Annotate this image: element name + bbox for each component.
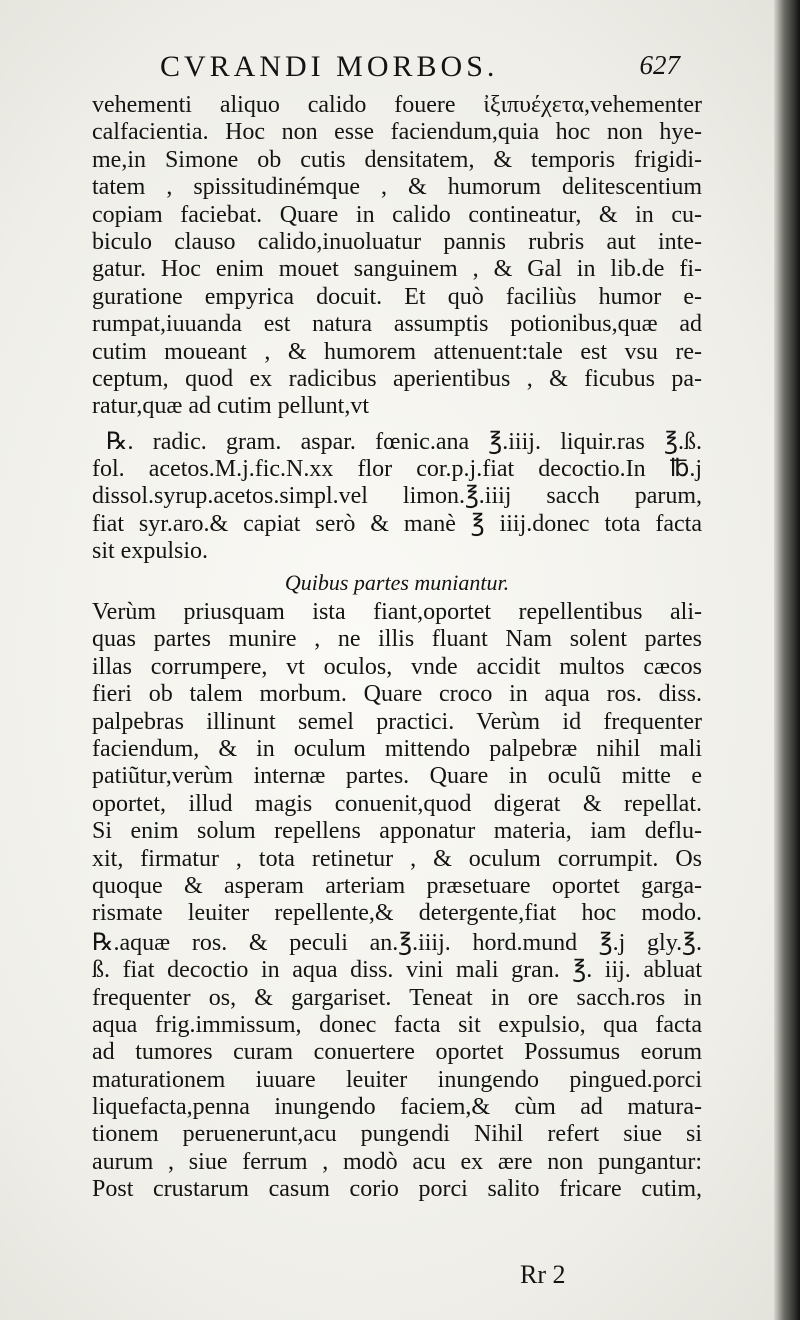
paragraph-3	[92, 599, 702, 928]
text-line: fiat syr.aro.& capiat serò & manè ℥ iiij.donec tota facta	[92, 510, 702, 537]
text-line: dissol.syrup.acetos.simpl.vel limon.℥.iiij sacch parum,	[92, 483, 702, 510]
paragraph-recipe-2	[92, 930, 702, 1204]
text-line: illas corrumpere, vt oculos, vnde accidit multos cæcos	[92, 653, 702, 680]
text-line: Verùm priusquam ista fiant,oportet repellentibus ali-	[92, 599, 702, 626]
signature-mark: Rr 2	[520, 1260, 566, 1289]
text-line: tatem , spissitudinémque , & humorum delitescentium	[92, 174, 702, 201]
text-line: cutim moueant , & humorem attenuent:tale est vsu re-	[92, 338, 702, 365]
text-line: ℞.aquæ ros. & peculi an.℥.iiij. hord.mund ℥.j gly.℥.	[92, 929, 702, 956]
paragraph-1	[92, 92, 702, 421]
page-number: 627	[639, 50, 680, 80]
text-line: Si enim solum repellens apponatur materia, iam deflu-	[92, 818, 702, 845]
text-line: ℞. radic. gram. aspar. fœnic.ana ℥.iiij. liquir.ras ℥.ß.	[106, 428, 702, 455]
text-line: faciendum, & in oculum mittendo palpebræ nihil mali	[92, 735, 702, 762]
page-body	[92, 92, 702, 1204]
text-line: copiam faciebat. Quare in calido contineatur, & in cu-	[92, 201, 702, 228]
text-line: fol. acetos.M.j.fic.N.xx flor cor.p.j.fiat decoctio.In ℔.j	[92, 456, 702, 483]
text-line: guratione empyrica docuit. Et quò faciliùs humor e-	[92, 283, 702, 310]
running-head: CVRANDI MORBOS.	[160, 50, 499, 83]
text-line: palpebras illinunt semel practici. Verùm id frequenter	[92, 708, 702, 735]
paragraph-recipe-1	[92, 429, 702, 566]
text-line: vehementi aliquo calido fouere ἰξιπυέχετα,vehementer	[92, 92, 702, 118]
text-line: me,in Simone ob cutis densitatem, & temporis frigidi-	[92, 146, 702, 173]
text-line: gatur. Hoc enim mouet sanguinem , & Gal in lib.de fi-	[92, 256, 702, 283]
text-line: sit expulsio.	[92, 538, 209, 565]
text-line: xit, firmatur , tota retinetur , & oculum corrumpit. Os	[92, 845, 702, 872]
text-line: calfacientia. Hoc non esse faciendum,quia hoc non hye-	[92, 119, 702, 146]
book-binding-edge	[774, 0, 800, 1320]
text-line: ceptum, quod ex radicibus aperientibus , & ficubus pa-	[92, 365, 702, 392]
page-header	[160, 50, 680, 90]
text-line: ratur,quæ ad cutim pellunt,vt	[92, 393, 369, 420]
text-line: maturationem iuuare leuiter inungendo pingued.porci	[92, 1066, 702, 1093]
text-line: rismate leuiter repellente,& detergente,fiat hoc modo.	[92, 900, 702, 927]
text-line: aqua frig.immissum, donec facta sit expulsio, qua facta	[92, 1011, 702, 1038]
text-line: Post crustarum casum corio porci salito fricare cutim,	[92, 1176, 702, 1203]
text-line: tionem peruenerunt,acu pungendi Nihil refert siue si	[92, 1121, 702, 1148]
text-line: quas partes munire , ne illis fluant Nam solent partes	[92, 626, 702, 653]
text-line: quoque & asperam arteriam præsetuare oportet garga-	[92, 872, 702, 899]
text-line: aurum , siue ferrum , modò acu ex ære non pungantur:	[92, 1148, 702, 1175]
text-line: biculo clauso calido,inuoluatur pannis rubris aut inte-	[92, 228, 702, 255]
section-heading: Quibus partes muniantur.	[284, 569, 510, 595]
text-line: frequenter os, & gargariset. Teneat in ore sacch.ros in	[92, 984, 702, 1011]
text-line: liquefacta,penna inungendo faciem,& cùm ad matura-	[92, 1094, 702, 1121]
text-line: ß. fiat decoctio in aqua diss. vini mali gran. ℥. iij. abluat	[92, 957, 702, 984]
text-line: patiũtur,verùm internæ partes. Quare in oculũ mitte e	[92, 763, 702, 790]
text-line: rumpat,iuuanda est natura assumptis potionibus,quæ ad	[92, 311, 702, 338]
text-line: oportet, illud magis conuenit,quod digerat & repellat.	[92, 790, 702, 817]
text-line: fieri ob talem morbum. Quare croco in aqua ros. diss.	[92, 681, 702, 708]
text-line: ad tumores curam conuertere oportet Possumus eorum	[92, 1039, 702, 1066]
